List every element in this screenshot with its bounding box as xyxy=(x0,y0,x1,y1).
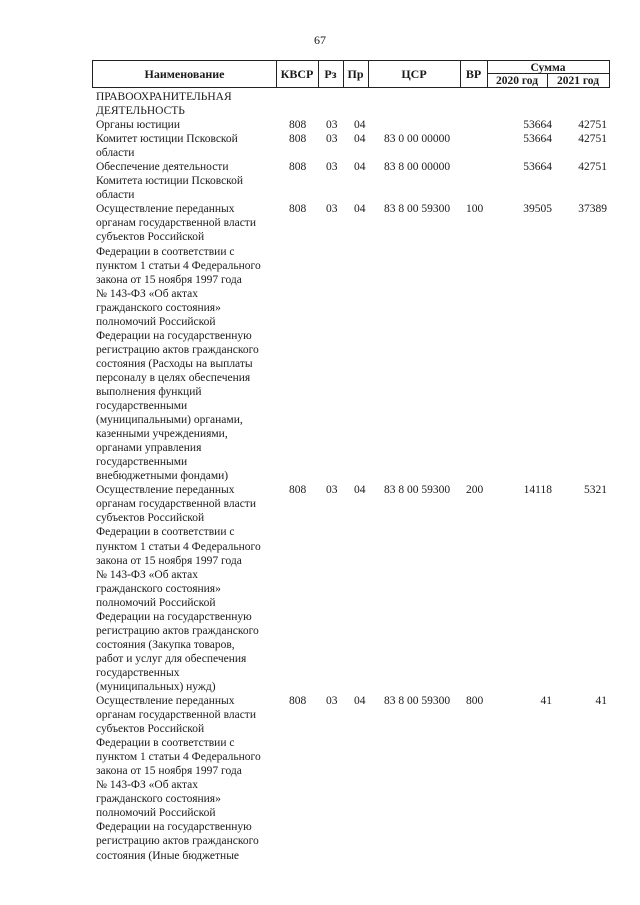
table-row xyxy=(0,90,640,118)
header-rz: Рз xyxy=(324,66,337,81)
header-name: Наименование xyxy=(144,66,225,81)
header-kvsr: КВСР xyxy=(280,66,314,81)
row-rz: 03 xyxy=(326,133,338,146)
row-name: Обеспечение деятельности Комитета юстиции Псковской области xyxy=(96,161,244,202)
row-pr: 04 xyxy=(354,484,366,497)
table-header xyxy=(92,60,610,88)
row-sum-2020: 53664 xyxy=(523,161,552,174)
row-csr: 83 8 00 59300 xyxy=(384,203,451,216)
row-pr: 04 xyxy=(354,203,366,216)
row-pr: 04 xyxy=(354,161,366,174)
header-year-2021: 2021 год xyxy=(556,74,600,87)
table-row xyxy=(0,132,640,160)
row-sum-2020: 14118 xyxy=(523,484,552,497)
row-pr: 04 xyxy=(354,133,366,146)
row-kvsr: 808 xyxy=(289,484,307,497)
table-row xyxy=(0,118,640,132)
table-row xyxy=(0,483,640,694)
row-pr: 04 xyxy=(354,695,366,708)
row-vr: 100 xyxy=(466,203,484,216)
row-pr: 04 xyxy=(354,119,366,132)
table-body xyxy=(0,90,640,863)
row-name: Осуществление переданных органам государственной власти субъектов Российской Федерации в соответствии с пунктом 1 статьи 4 Федерального закона от 15 ноября 1997 года № 143-ФЗ «Об актах гражданского состояния» полномочий Российской Федерации на государственную регистрацию актов гражданского состояния (Закупка товаров, работ и услуг для обеспечения государственных (муниципальных) нужд) xyxy=(96,484,261,693)
row-kvsr: 808 xyxy=(289,695,307,708)
row-rz: 03 xyxy=(326,695,338,708)
row-rz: 03 xyxy=(326,484,338,497)
table-row xyxy=(0,694,640,863)
row-sum-2020: 41 xyxy=(540,695,552,708)
row-vr: 200 xyxy=(466,484,484,497)
row-name: Комитет юстиции Псковской области xyxy=(96,133,238,160)
row-sum-2021: 42751 xyxy=(578,161,607,174)
row-sum-2020: 53664 xyxy=(523,119,552,132)
row-rz: 03 xyxy=(326,161,338,174)
row-kvsr: 808 xyxy=(289,119,307,132)
row-vr: 800 xyxy=(466,695,484,708)
row-sum-2020: 53664 xyxy=(523,133,552,146)
row-sum-2021: 37389 xyxy=(578,203,607,216)
row-csr: 83 8 00 59300 xyxy=(384,484,451,497)
row-name: Осуществление переданных органам государственной власти субъектов Российской Федерации в соответствии с пунктом 1 статьи 4 Федерального закона от 15 ноября 1997 года № 143-ФЗ «Об актах гражданского состояния» полномочий Российской Федерации на государственную регистрацию актов гражданского состояния (Расходы на выплаты персоналу в целях обеспечения выполнения функций государственными (муниципальными) органами, казенными учреждениями, органами управления государственными внебюджетными фондами) xyxy=(96,203,261,483)
row-kvsr: 808 xyxy=(289,203,307,216)
row-name: Осуществление переданных органам государственной власти субъектов Российской Федерации в соответствии с пунктом 1 статьи 4 Федерального закона от 15 ноября 1997 года № 143-ФЗ «Об актах гражданского состояния» полномочий Российской Федерации на государственную регистрацию актов гражданского состояния (Иные бюджетные xyxy=(96,695,261,862)
header-vr: ВР xyxy=(465,66,482,81)
header-pr: Пр xyxy=(347,66,364,81)
table-row xyxy=(0,202,640,483)
row-rz: 03 xyxy=(326,119,338,132)
row-csr: 83 8 00 00000 xyxy=(384,161,451,174)
row-sum-2020: 39505 xyxy=(523,203,552,216)
row-name: Органы юстиции xyxy=(96,119,180,132)
page-number: 67 xyxy=(314,33,326,47)
row-sum-2021: 5321 xyxy=(584,484,607,497)
row-kvsr: 808 xyxy=(289,133,307,146)
header-csr: ЦСР xyxy=(401,66,427,81)
row-csr: 83 8 00 59300 xyxy=(384,695,451,708)
header-year-2020: 2020 год xyxy=(495,74,539,87)
header-sum: Сумма xyxy=(530,61,566,74)
row-csr: 83 0 00 00000 xyxy=(384,133,451,146)
row-kvsr: 808 xyxy=(289,161,307,174)
row-sum-2021: 42751 xyxy=(578,133,607,146)
row-sum-2021: 41 xyxy=(595,695,607,708)
row-name: ПРАВООХРАНИТЕЛЬНАЯ ДЕЯТЕЛЬНОСТЬ xyxy=(96,91,232,118)
table-row xyxy=(0,160,640,202)
row-sum-2021: 42751 xyxy=(578,119,607,132)
row-rz: 03 xyxy=(326,203,338,216)
